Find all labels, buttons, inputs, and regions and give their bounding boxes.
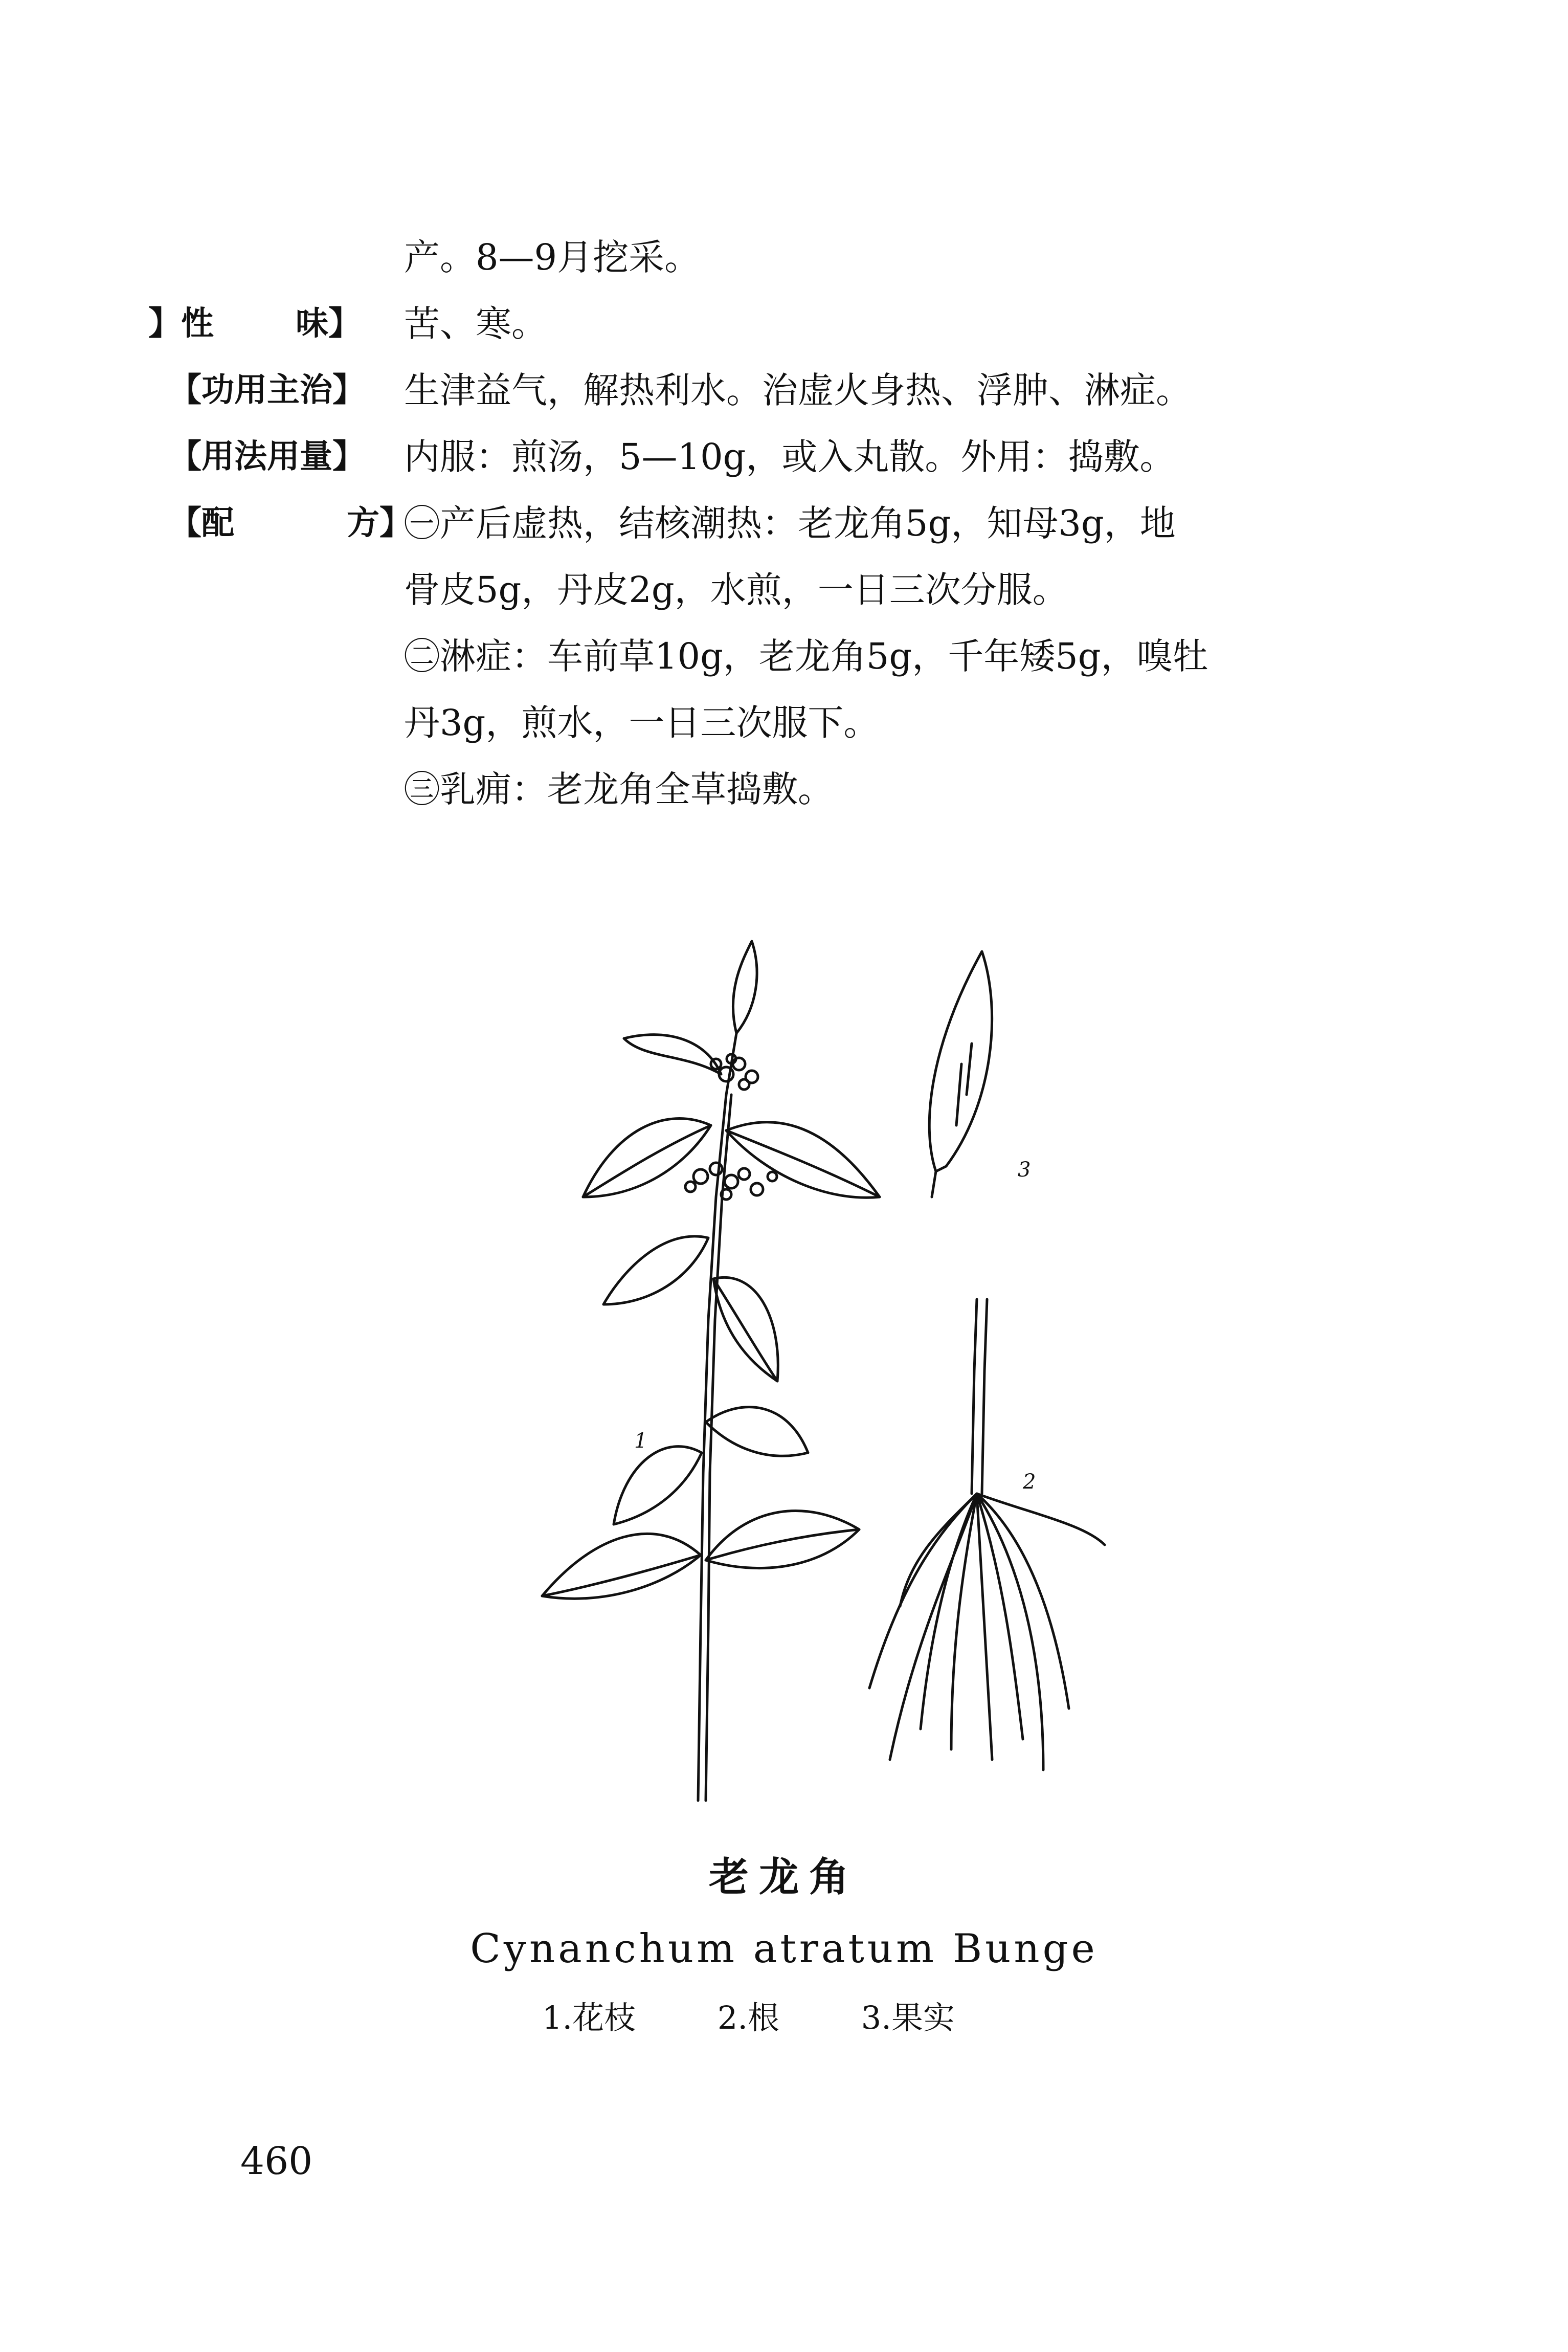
figure-label-1: 1	[634, 1429, 647, 1453]
leaf-upper-left	[624, 1035, 721, 1074]
page-number: 460	[240, 2139, 313, 2183]
formula-1-line-1: ㊀产后虚热，结核潮热：老龙角5g，知母3g，地	[404, 502, 1176, 544]
formula-2-line-1: ㊁淋症：车前草10g，老龙角5g，千年矮5g，嗅牡	[404, 635, 1208, 677]
leaf-left-3	[614, 1447, 702, 1524]
flower-cluster-mid	[685, 1163, 777, 1200]
legend-part-1: 1.花枝	[542, 1999, 636, 2036]
usage-text: 内服：煎汤，5—10g，或入丸散。外用：捣敷。	[404, 436, 1176, 478]
leaf-top-bud	[733, 941, 757, 1033]
legend-part-2: 2.根	[717, 1999, 780, 2036]
leaf-left-4	[542, 1534, 701, 1599]
root-stem	[972, 1299, 987, 1494]
function-text: 生津益气，解热利水。治虚火身热、浮肿、淋症。	[404, 369, 1192, 411]
leaf-right-4	[706, 1511, 859, 1568]
label-formula	[169, 499, 412, 548]
label-function: 【功用主治】	[169, 371, 365, 409]
plant-illustration	[511, 911, 1125, 1862]
formula-3-line: ㊂乳痈：老龙角全草捣敷。	[404, 768, 834, 810]
main-stem	[698, 1033, 736, 1801]
fruit-follicle	[929, 951, 992, 1171]
label-taste-part-b: 味】	[296, 305, 361, 343]
figure-label-3: 3	[1018, 1158, 1031, 1182]
figure-title: 老龙角	[708, 1854, 859, 1900]
harvest-line: 产。8—9月挖采。	[404, 236, 701, 278]
leaf-left-2	[603, 1236, 708, 1304]
taste-text: 苦、寒。	[404, 303, 547, 345]
leaf-right-3	[706, 1407, 808, 1456]
formula-2-line-2: 丹3g，煎水，一日三次服下。	[404, 702, 880, 744]
label-taste	[148, 299, 361, 348]
figure-label-2: 2	[1023, 1470, 1036, 1494]
label-formula-part-a: 【配	[169, 504, 234, 542]
figure-parts-legend	[542, 1995, 1026, 2041]
label-taste-part-a: 】性	[148, 305, 214, 343]
legend-part-3: 3.果实	[861, 1999, 955, 2036]
figure-latin-name: Cynanchum atratum Bunge	[470, 1926, 1098, 1972]
root-bundle	[869, 1494, 1105, 1770]
formula-1-line-2: 骨皮5g，丹皮2g，水煎，一日三次分服。	[404, 569, 1068, 611]
label-formula-part-b: 方】	[347, 504, 412, 542]
label-usage: 【用法用量】	[169, 438, 365, 476]
